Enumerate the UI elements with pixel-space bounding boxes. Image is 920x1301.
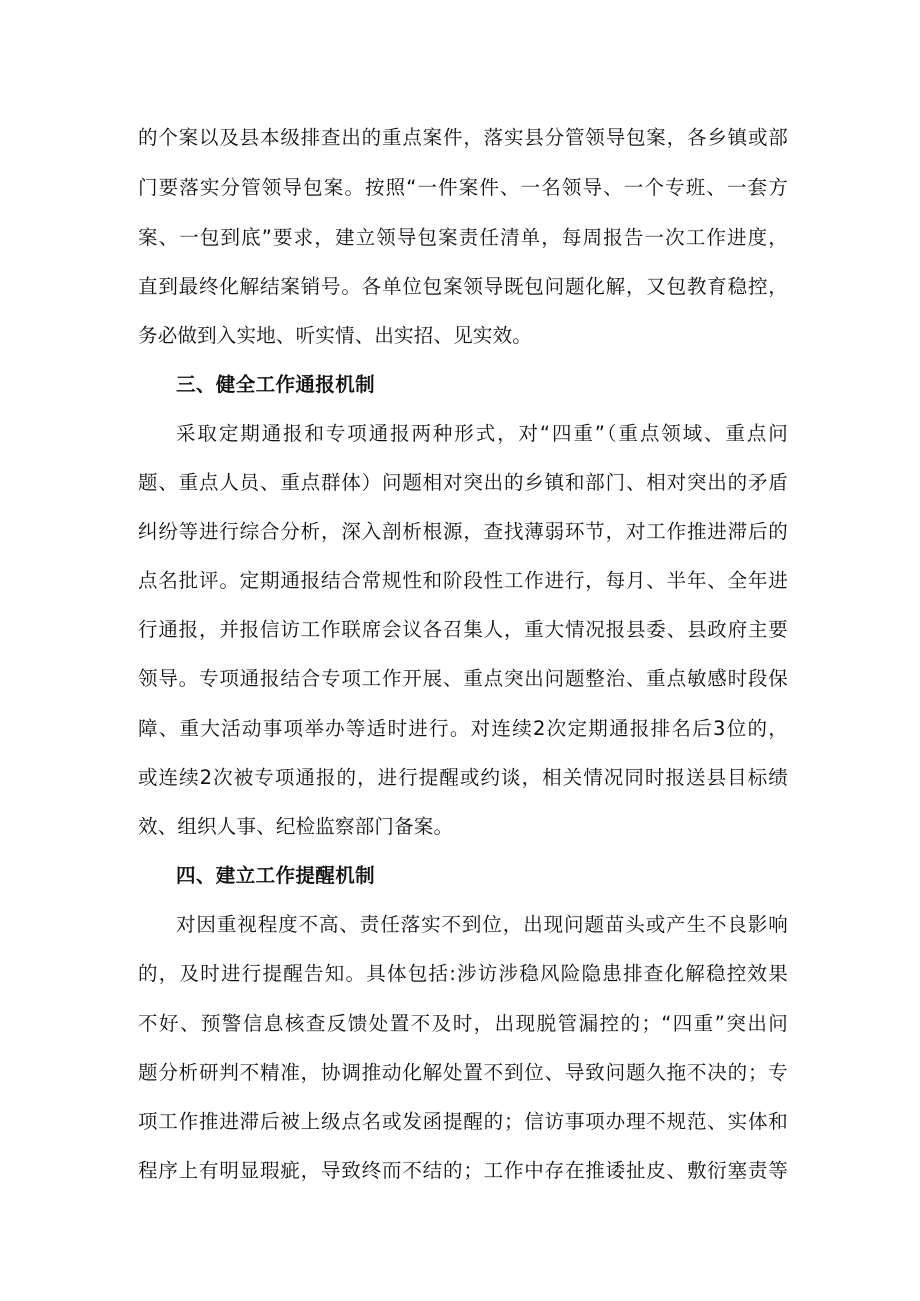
section-4-line-2: 的，及时进行提醒告知。具体包括:涉访涉稳风险隐患排查化解稳控效果 — [138, 962, 788, 985]
section-3-heading: 三、健全工作通报机制 — [176, 373, 376, 396]
paragraph-1-line-3: 案、一包到底”要求，建立领导包案责任清单，每周报告一次工作进度， — [138, 226, 788, 249]
section-3-line-6: 领导。专项通报结合专项工作开展、重点突出问题整治、重点敏感时段保 — [138, 667, 788, 690]
paragraph-1-line-5: 务必做到入实地、听实情、出实招、见实效。 — [138, 324, 533, 347]
section-3-line-2: 题、重点人员、重点群体）问题相对突出的乡镇和部门、相对突出的矛盾 — [138, 471, 788, 494]
section-3-line-8: 或连续2次被专项通报的，进行提醒或约谈，相关情况同时报送县目标绩 — [138, 766, 788, 789]
paragraph-1-line-2: 门要落实分管领导包案。按照“一件案件、一名领导、一个专班、一套方 — [138, 176, 788, 199]
section-3-line-7: 障、重大活动事项举办等适时进行。对连续2次定期通报排名后3位的， — [138, 717, 788, 740]
section-4-line-5: 项工作推进滞后被上级点名或发函提醒的；信访事项办理不规范、实体和 — [138, 1110, 788, 1133]
section-3-line-4: 点名批评。定期通报结合常规性和阶段性工作进行，每月、半年、全年进 — [138, 569, 788, 592]
section-3-line-5: 行通报，并报信访工作联席会议各召集人，重大情况报县委、县政府主要 — [138, 618, 788, 641]
section-3-line-1: 采取定期通报和专项通报两种形式，对“四重”（重点领域、重点问 — [176, 422, 788, 445]
section-4-heading: 四、建立工作提醒机制 — [176, 864, 376, 887]
section-3-line-9: 效、组织人事、纪检监察部门备案。 — [138, 815, 454, 838]
section-4-line-6: 程序上有明显瑕疵，导致终而不结的；工作中存在推诿扯皮、敷衍塞责等 — [138, 1159, 788, 1182]
section-4-line-3: 不好、预警信息核查反馈处置不及时，出现脱管漏控的；“四重”突出问 — [138, 1012, 788, 1035]
section-3-line-3: 纠纷等进行综合分析，深入剖析根源，查找薄弱环节，对工作推进滞后的 — [138, 520, 788, 543]
paragraph-1-line-4: 直到最终化解结案销号。各单位包案领导既包问题化解，又包教育稳控， — [138, 275, 788, 298]
paragraph-1-line-1: 的个案以及县本级排查出的重点案件，落实县分管领导包案，各乡镇或部 — [138, 126, 788, 149]
section-4-line-1: 对因重视程度不高、责任落实不到位，出现问题苗头或产生不良影响 — [176, 913, 788, 936]
section-4-line-4: 题分析研判不精准，协调推动化解处置不到位、导致问题久拖不决的；专 — [138, 1061, 788, 1084]
